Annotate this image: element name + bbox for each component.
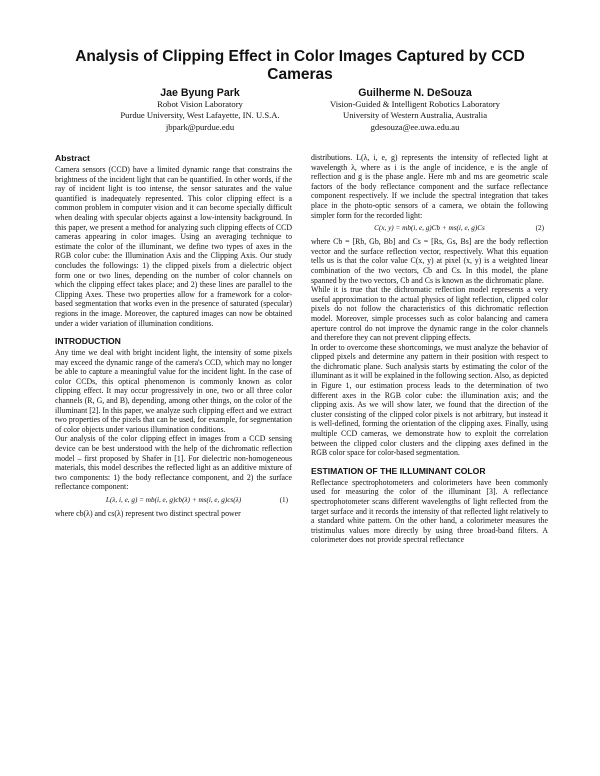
paragraph: Our analysis of the color clipping effect in images from a CCD sensing device can be best understood with the help of the dichromatic reflection model – first proposed by Shafer in [1]. For dielectric non-homogeneous materials, this model describes the reflected light as an additive mixture of two components: 1) the body reflectance component, and 2) the surface reflectance component: bbox=[55, 434, 292, 492]
author-block-2 bbox=[295, 87, 535, 133]
paragraph: Any time we deal with bright incident light, the intensity of some pixels may exceed the dynamic range of the camera's CCD, which may no longer be able to capture a meaningful value for the incident light. In the case of color CCDs, this optical phenomenon is commonly known as color clipping effect. It may occur progressively in one, two or all three color channels (R, G, and B), depending, among other things, on the color of the illuminant [2]. In this paper, we analyze such clipping effect and we extract two properties of the pixels that can be used, for example, for segmentation of color objects under various illumination conditions. bbox=[55, 348, 292, 434]
abstract-heading: Abstract bbox=[55, 153, 90, 163]
paragraph: Reflectance spectrophotometers and colorimeters have been commonly used for measuring the color of the illuminant [3]. A reflectance spectrophotometer scans different wavelengths of light reflected from the target surface and it records the intensity of that reflected light relatively to a standard white pattern. On the other hand, a colorimeter measures the tristimulus values more directly by using three broad-band filters. A colorimeter does not provide spectral reflectance bbox=[311, 477, 548, 545]
equation-number: (1) bbox=[279, 496, 288, 504]
author-affiliation: Robot Vision Laboratory bbox=[157, 99, 243, 109]
paper-title: Analysis of Clipping Effect in Color Images Captured by CCD Cameras bbox=[75, 48, 525, 83]
paragraph: In order to overcome these shortcomings, we must analyze the behavior of clipped pixels and determine any pattern in their position with respect to the dichromatic plane. Such analysis starts by estimating the color of the illuminant as it will be explained in the following section. Also, as depicted in Figure 1, our estimation process leads to the determination of two different axes in the RGB color cube: the illumination axis; and the clipping axis. As we will show later, we found that the direction of the cluster consisting of the clipped color pixels is not arbitrary, but instead it is well-defined, forming the orientation of the clipping axes. Finally, using multiple CCD cameras, we demonstrate how to exploit the correlation between the clipped color clusters and the clipping axes defined in the RGB color space for color-based segmentation. bbox=[311, 342, 548, 458]
section-heading: ESTIMATION OF THE ILLUMINANT COLOR bbox=[311, 465, 486, 476]
paragraph: While it is true that the dichromatic reflection model represents a very useful approximation to the actual physics of light reflection, clipped color pixels do not follow the characteristics of this dichromatic reflection model. Moreover, simple processes such as color balancing and camera aperture control do not improve the dynamic range in the color channels and therefore they can not prevent clipping effects. bbox=[311, 285, 548, 343]
author-institution: Purdue University, West Lafayette, IN. U.S.A. bbox=[120, 110, 280, 121]
paragraph: where cb(λ) and cs(λ) represent two distinct spectral power bbox=[55, 509, 241, 518]
author-email: jbpark@purdue.edu bbox=[165, 121, 235, 132]
paragraph: where Cb = [Rb, Gb, Bb] and Cs = [Rs, Gs, Bs] are the body reflection vector and the surface reflection vector, respectively. What this equation tells us is that the color value C(x, y) at pixel (x, y) is a weighted linear combination of the two vectors, Cb and Cs. In this model, the plane spanned by the two vectors, Cb and Cs is known as the dichromatic plane. bbox=[311, 237, 548, 285]
equation-text: C(x, y) = mb(i, e, g)Cb + ms(i, e, g)Cs bbox=[374, 224, 485, 233]
equation-2 bbox=[311, 220, 548, 237]
abstract-text: Camera sensors (CCD) have a limited dynamic range that constrains the brightness of the incident light that can be quantified. In other words, if the ray of incident light is too intense, the sensor saturates and the value quantified is inadequately represented. This color clipping effect is a common problem in computer vision and it can become specially difficult when dealing with specular objects against a low-intensity background. In this paper, we present a method for analyzing such clipping effects of CCD cameras appearing in color images. Using an averaging technique to estimate the color of the illuminant, we define two types of axes in the RGB color cube: the Illumination Axis and the Clipping Axis. Our study concludes the followings: 1) the clipped pixels from a dielectric object form one or two lines, depending on the number of color channels on which the clipping effect takes place; and 2) these lines are parallel to the Clipping Axes. These two properties allow for a framework for a color-based segmentation that works even in the presence of saturated (specular) regions in the image. Moreover, the captured images can now be obtained under a wider variation of illumination conditions. bbox=[55, 165, 292, 328]
author-institution: University of Western Australia, Australia bbox=[342, 110, 488, 121]
equation-text: L(λ, i, e, g) = mb(i, e, g)cb(λ) + ms(i, e, g)cs(λ) bbox=[105, 496, 242, 504]
equation-1 bbox=[55, 492, 292, 509]
author-name: Jae Byung Park bbox=[160, 87, 240, 99]
author-affiliation: Vision-Guided & Intelligent Robotics Laboratory bbox=[330, 99, 500, 109]
introduction-heading: INTRODUCTION bbox=[55, 336, 121, 347]
equation-number: (2) bbox=[535, 224, 544, 233]
author-name: Guilherme N. DeSouza bbox=[358, 87, 472, 99]
paragraph: distributions. L(λ, i, e, g) represents the intensity of reflected light at wavelength λ, where as i is the angle of incidence, e is the angle of reflection and g is the phase angle. Here mb and ms are geometric scale factors of the body reflectance component and the surface reflectance component respectively. If we include the spectral integration that takes place in the photo-optic sensors of a camera, we obtain the following simpler form for the recorded light: bbox=[311, 153, 548, 220]
right-column bbox=[311, 153, 548, 545]
author-email: gdesouza@ee.uwa.edu.au bbox=[370, 121, 460, 132]
left-column bbox=[55, 153, 292, 519]
author-block-1 bbox=[80, 87, 320, 133]
